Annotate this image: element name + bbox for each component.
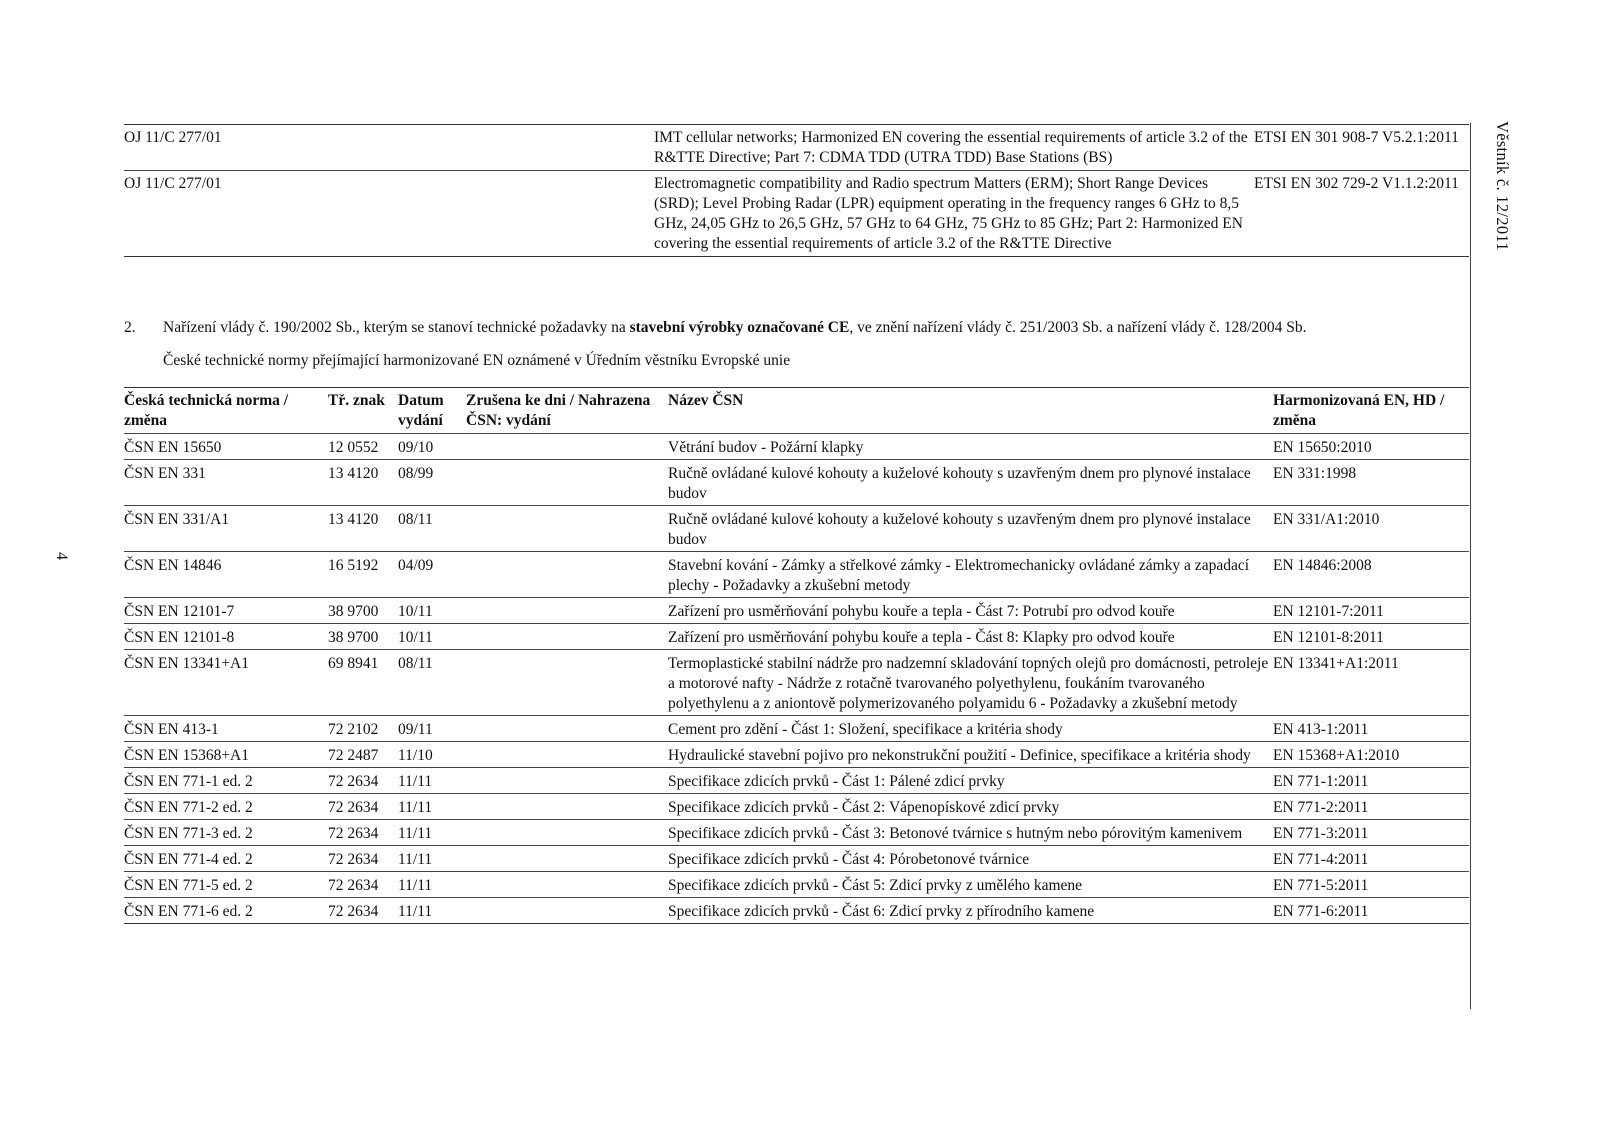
cell-harm: EN 771-4:2011 xyxy=(1273,846,1469,872)
column-header-harm: Harmonizovaná EN, HD / změna xyxy=(1273,388,1469,434)
column-header-znak: Tř. znak xyxy=(328,388,398,434)
page-number: 4 xyxy=(53,552,70,560)
cell-norm: ČSN EN 12101-8 xyxy=(124,624,328,650)
cell-harm: EN 771-2:2011 xyxy=(1273,794,1469,820)
cell-znak: 72 2102 xyxy=(328,716,398,742)
table-row xyxy=(124,742,1469,768)
cell-datum: 04/09 xyxy=(398,552,466,598)
cell-nazev: Hydraulické stavební pojivo pro nekonstrukční použití - Definice, specifikace a kritéria shody xyxy=(668,742,1273,768)
cell-nazev: Cement pro zdění - Část 1: Složení, specifikace a kritéria shody xyxy=(668,716,1273,742)
cell-harm: EN 771-5:2011 xyxy=(1273,872,1469,898)
cell-norm: ČSN EN 771-4 ed. 2 xyxy=(124,846,328,872)
cell-nazev: Specifikace zdicích prvků - Část 2: Vápenopískové zdicí prvky xyxy=(668,794,1273,820)
cell-datum: 11/11 xyxy=(398,768,466,794)
cell-zrusena xyxy=(466,650,668,716)
table-row xyxy=(124,716,1469,742)
section-text xyxy=(163,318,1483,338)
cell-znak: 72 2634 xyxy=(328,872,398,898)
cell-nazev: Specifikace zdicích prvků - Část 3: Betonové tvárnice s hutným nebo pórovitým kamenivem xyxy=(668,820,1273,846)
cell-zrusena xyxy=(466,552,668,598)
table-row xyxy=(124,846,1469,872)
cell-datum: 10/11 xyxy=(398,598,466,624)
table-row xyxy=(124,171,1469,257)
cell-datum: 09/11 xyxy=(398,716,466,742)
cell-harm: EN 15650:2010 xyxy=(1273,439,1372,456)
cell-nazev: Specifikace zdicích prvků - Část 6: Zdicí prvky z přírodního kamene xyxy=(668,898,1273,924)
cell-znak: 38 9700 xyxy=(328,624,398,650)
cell-znak: 13 4120 xyxy=(328,506,398,552)
cell-zrusena xyxy=(466,716,668,742)
table-header-row xyxy=(124,388,1469,434)
cell-datum: 08/11 xyxy=(398,506,466,552)
cell-datum: 11/11 xyxy=(398,794,466,820)
cell-norm: ČSN EN 12101-7 xyxy=(124,598,328,624)
cell-zrusena xyxy=(466,742,668,768)
cell-norm: ČSN EN 771-1 ed. 2 xyxy=(124,768,328,794)
cell-datum: 09/10 xyxy=(398,439,434,456)
cell-datum: 08/99 xyxy=(398,460,466,506)
table-row xyxy=(124,434,1469,460)
table-row xyxy=(124,506,1469,552)
cell-nazev: Termoplastické stabilní nádrže pro nadzemní skladování topných olejů pro domácnosti, petroleje a motorové nafty - Nádrže z rotačně tvarovaného polyethylenu, foukáním tvarovaného polyethylenu a z aniontově polymerizovaného polyamidu 6 - Požadavky a zkušební metody xyxy=(668,650,1273,716)
table-row xyxy=(124,552,1469,598)
cell-nazev: Specifikace zdicích prvků - Část 4: Pórobetonové tvárnice xyxy=(668,846,1273,872)
cell-norm: ČSN EN 14846 xyxy=(124,552,328,598)
column-header-zrusena: Zrušena ke dni / Nahrazena ČSN: vydání xyxy=(466,388,668,434)
cell-datum: 11/11 xyxy=(398,820,466,846)
table-row xyxy=(124,820,1469,846)
cell-harm: EN 771-3:2011 xyxy=(1273,820,1469,846)
cell-zrusena xyxy=(466,624,668,650)
cell-zrusena xyxy=(466,898,668,924)
cell-znak: 69 8941 xyxy=(328,650,398,716)
table-row xyxy=(124,598,1469,624)
cell-norm: ČSN EN 771-3 ed. 2 xyxy=(124,820,328,846)
column-header-nazev: Název ČSN xyxy=(668,388,1273,434)
standard-reference: ETSI EN 301 908-7 V5.2.1:2011 xyxy=(1254,129,1459,146)
section-text-part: , ve znění nařízení vlády č. 251/2003 Sb. a nařízení vlády č. 128/2004 Sb. xyxy=(849,319,1307,336)
cell-harm: EN 13341+A1:2011 xyxy=(1273,650,1469,716)
table-body xyxy=(124,434,1469,924)
cell-zrusena xyxy=(466,872,668,898)
oj-reference: OJ 11/C 277/01 xyxy=(124,129,222,146)
cell-nazev: Specifikace zdicích prvků - Část 1: Pálené zdicí prvky xyxy=(668,768,1273,794)
cell-harm: EN 12101-8:2011 xyxy=(1273,624,1469,650)
cell-zrusena xyxy=(466,598,668,624)
table-row xyxy=(124,460,1469,506)
cell-znak: 72 2634 xyxy=(328,794,398,820)
cell-norm: ČSN EN 15650 xyxy=(124,439,222,456)
table-row xyxy=(124,794,1469,820)
cell-harm: EN 413-1:2011 xyxy=(1273,716,1469,742)
cell-harm: EN 331/A1:2010 xyxy=(1273,506,1469,552)
cell-datum: 11/11 xyxy=(398,872,466,898)
cell-datum: 11/11 xyxy=(398,898,466,924)
table-row xyxy=(124,650,1469,716)
margin-rule xyxy=(1470,123,1471,1009)
table-row xyxy=(124,898,1469,924)
standards-table xyxy=(124,387,1469,924)
cell-harm: EN 14846:2008 xyxy=(1273,552,1469,598)
cell-norm: ČSN EN 15368+A1 xyxy=(124,742,328,768)
cell-znak: 72 2634 xyxy=(328,820,398,846)
cell-znak: 72 2634 xyxy=(328,768,398,794)
table-row xyxy=(124,125,1469,171)
cell-zrusena xyxy=(466,768,668,794)
cell-znak: 16 5192 xyxy=(328,552,398,598)
cell-zrusena xyxy=(466,794,668,820)
cell-nazev: Ručně ovládané kulové kohouty a kuželové kohouty s uzavřeným dnem pro plynové instalace budov xyxy=(668,460,1273,506)
cell-znak: 72 2634 xyxy=(328,898,398,924)
cell-zrusena xyxy=(466,460,668,506)
cell-norm: ČSN EN 331 xyxy=(124,460,328,506)
cell-znak: 72 2487 xyxy=(328,742,398,768)
table-row xyxy=(124,768,1469,794)
cell-zrusena xyxy=(466,506,668,552)
running-head: Věstník č. 12/2011 xyxy=(1493,121,1512,251)
cell-harm: EN 771-1:2011 xyxy=(1273,768,1469,794)
cell-nazev: Stavební kování - Zámky a střelkové zámky - Elektromechanicky ovládané zámky a zapadací plechy - Požadavky a zkušební metody xyxy=(668,552,1273,598)
cell-datum: 10/11 xyxy=(398,624,466,650)
cell-znak: 13 4120 xyxy=(328,460,398,506)
cell-zrusena xyxy=(466,846,668,872)
cell-nazev: Zařízení pro usměrňování pohybu kouře a tepla - Část 8: Klapky pro odvod kouře xyxy=(668,624,1273,650)
cell-norm: ČSN EN 771-5 ed. 2 xyxy=(124,872,328,898)
cell-harm: EN 331:1998 xyxy=(1273,460,1469,506)
cell-datum: 11/11 xyxy=(398,846,466,872)
oj-reference: OJ 11/C 277/01 xyxy=(124,171,654,257)
cell-norm: ČSN EN 13341+A1 xyxy=(124,650,328,716)
standard-reference: ETSI EN 302 729-2 V1.1.2:2011 xyxy=(1254,171,1469,257)
section-text-part: Nařízení vlády č. 190/2002 Sb., kterým se stanoví technické požadavky na xyxy=(163,319,630,336)
standard-title: IMT cellular networks; Harmonized EN covering the essential requirements of article 3.2 of the R&TTE Directive; Part 7: CDMA TDD (UTRA TDD) Base Stations (BS) xyxy=(654,129,1248,166)
cell-nazev: Větrání budov - Požární klapky xyxy=(668,439,864,456)
cell-harm: EN 12101-7:2011 xyxy=(1273,598,1469,624)
cell-harm: EN 771-6:2011 xyxy=(1273,898,1469,924)
cell-datum: 11/10 xyxy=(398,742,466,768)
cell-zrusena xyxy=(466,820,668,846)
standard-title: Electromagnetic compatibility and Radio spectrum Matters (ERM); Short Range Devices (SRD); Level Probing Radar (LPR) equipment operating in the frequency ranges 6 GHz to 8,5 GHz, 24,05 GHz to 26,5 GHz, 57 GHz to 64 GHz, 75 GHz to 85 GHz; Part 2: Harmonized EN covering the essential requirements of article 3.2 of the R&TTE Directive xyxy=(654,171,1254,257)
column-header-datum: Datum vydání xyxy=(398,388,466,434)
cell-znak: 72 2634 xyxy=(328,846,398,872)
cell-nazev: Specifikace zdicích prvků - Část 5: Zdicí prvky z umělého kamene xyxy=(668,872,1273,898)
table-row xyxy=(124,872,1469,898)
section-text-bold: stavební výrobky označované CE xyxy=(629,319,850,336)
cell-norm: ČSN EN 771-2 ed. 2 xyxy=(124,794,328,820)
cell-norm: ČSN EN 413-1 xyxy=(124,716,328,742)
cell-nazev: Zařízení pro usměrňování pohybu kouře a tepla - Část 7: Potrubí pro odvod kouře xyxy=(668,598,1273,624)
cell-znak: 38 9700 xyxy=(328,598,398,624)
cell-harm: EN 15368+A1:2010 xyxy=(1273,742,1469,768)
cell-norm: ČSN EN 331/A1 xyxy=(124,506,328,552)
table-row xyxy=(124,624,1469,650)
cell-znak: 12 0552 xyxy=(328,439,379,456)
cell-nazev: Ručně ovládané kulové kohouty a kuželové kohouty s uzavřeným dnem pro plynové instalace budov xyxy=(668,506,1273,552)
oj-references-table xyxy=(124,124,1469,257)
section-subtitle: České technické normy přejímající harmonizované EN oznámené v Úředním věstníku Evropské unie xyxy=(163,352,791,369)
section-number: 2. xyxy=(124,319,136,336)
cell-zrusena xyxy=(466,434,668,460)
column-header-norm: Česká technická norma / změna xyxy=(124,388,328,434)
cell-norm: ČSN EN 771-6 ed. 2 xyxy=(124,898,328,924)
cell-datum: 08/11 xyxy=(398,650,466,716)
